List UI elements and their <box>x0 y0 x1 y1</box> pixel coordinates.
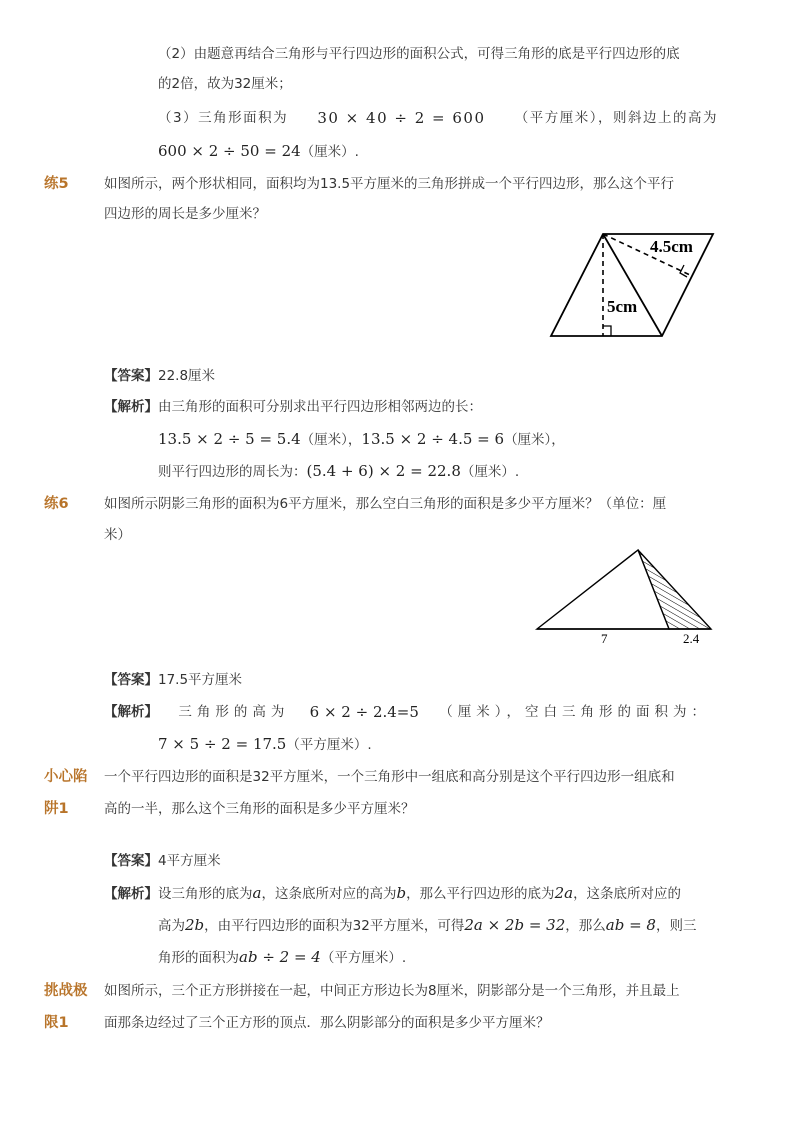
math-variable: b <box>396 884 407 902</box>
answer-tag: 【答案】 <box>104 853 158 869</box>
analysis-line <box>158 943 406 973</box>
analysis-tag: 【解析】 <box>104 399 158 415</box>
text-fragment: 设三角形的底为 <box>158 886 253 902</box>
math-expression: 2b <box>185 916 205 934</box>
text-fragment: （3）三角形面积为 <box>158 110 289 126</box>
question-text: 如图所示，三个正方形拼接在一起，中间正方形边长为8厘米，阴影部分是一个三角形，并且最上 <box>104 983 680 999</box>
analysis-text: 由三角形的面积可分别求出平行四边形相邻两边的长： <box>158 399 482 415</box>
text-fragment: （厘米），空白三角形的面积为： <box>439 704 710 720</box>
text-fragment: （厘米）. <box>460 464 520 480</box>
answer-value: 17.5平方厘米 <box>158 672 243 688</box>
text-fragment: （厘米）. <box>300 144 359 160</box>
analysis-tag: 【解析】 <box>104 886 158 902</box>
math-expression: 2a <box>554 884 574 902</box>
math-expression: 13.5 × 2 ÷ 5 = 5.4 <box>158 430 301 448</box>
text-fragment: ，则三 <box>655 918 697 934</box>
text-fragment: 角形的面积为 <box>158 950 239 966</box>
math-expression: 7 × 5 ÷ 2 = 17.5 <box>158 735 287 753</box>
question-label: 练5 <box>44 176 69 192</box>
question-text: 面那条边经过了三个正方形的顶点．那么阴影部分的面积是多少平方厘米？ <box>104 1015 550 1031</box>
analysis-line <box>158 911 696 941</box>
math-expression: 30 × 40 ÷ 2 = 600 <box>317 109 486 127</box>
math-expression: 600 × 2 ÷ 50 = 24 <box>158 142 301 160</box>
answer-line <box>104 847 221 876</box>
text-fragment: （厘米）， <box>300 432 362 448</box>
question-label: 练6 <box>44 496 69 512</box>
text-fragment: （平方厘米），则斜边上的高为 <box>514 110 718 126</box>
text-fragment: 则平行四边形的周长为： <box>158 464 307 480</box>
question-text: 如图所示阴影三角形的面积为6平方厘米，那么空白三角形的面积是多少平方厘米？（单位：厘 <box>104 496 667 512</box>
analysis-line <box>158 730 372 760</box>
math-expression: ab = 8 <box>605 916 656 934</box>
answer-value: 22.8厘米 <box>158 368 216 384</box>
text-fragment: 三角形的高为 <box>178 704 290 720</box>
question-label: 阱1 <box>44 801 69 817</box>
analysis-line <box>104 879 681 909</box>
math-expression: 13.5 × 2 ÷ 4.5 = 6 <box>361 430 505 448</box>
math-expression: ab ÷ 2 = 4 <box>239 948 321 966</box>
question-text: 四边形的周长是多少厘米？ <box>104 206 266 222</box>
question-label: 小心陷 <box>44 769 88 785</box>
text-fragment: ，由平行四边形的面积为32平方厘米，可得 <box>204 918 465 934</box>
math-expression: (5.4 + 6) × 2 = 22.8 <box>306 462 461 480</box>
figure-label: 4.5cm <box>650 237 693 256</box>
math-expression: 6 × 2 ÷ 2.4=5 <box>309 703 419 721</box>
question-text: 如图所示，两个形状相同，面积均为13.5平方厘米的三角形拼成一个平行四边形，那么这个平行 <box>104 176 675 192</box>
answer-value: 4平方厘米 <box>158 853 221 869</box>
text-fragment: ，这条底所对应的高为 <box>261 886 397 902</box>
text-fragment: 高为 <box>158 918 185 934</box>
text-fragment: ，那么 <box>565 918 606 934</box>
text-line: 的2倍，故为32厘米； <box>158 76 292 92</box>
analysis-tag: 【解析】 <box>104 704 158 720</box>
text-line: （2）由题意再结合三角形与平行四边形的面积公式，可得三角形的底是平行四边形的底 <box>158 46 680 62</box>
math-variable: a <box>252 884 262 902</box>
question-text: 高的一半，那么这个三角形的面积是多少平方厘米？ <box>104 801 415 817</box>
figure-label: 7 <box>601 631 608 646</box>
text-fragment: （平方厘米）. <box>320 950 407 966</box>
question-text: 一个平行四边形的面积是32平方厘米，一个三角形中一组底和高分别是这个平行四边形一组底和 <box>104 769 675 785</box>
figure-label: 5cm <box>607 297 638 316</box>
answer-tag: 【答案】 <box>104 672 158 688</box>
question-text: 米） <box>104 527 131 543</box>
text-fragment: （厘米）， <box>504 432 565 448</box>
analysis-line <box>104 698 710 727</box>
question-label: 挑战极 <box>44 983 88 999</box>
answer-tag: 【答案】 <box>104 368 158 384</box>
question-label: 限1 <box>44 1015 69 1031</box>
answer-line <box>104 666 242 695</box>
figure-label: 2.4 <box>683 631 700 646</box>
text-fragment: ，那么平行四边形的底为 <box>406 886 555 902</box>
text-fragment: ，这条底所对应的 <box>573 886 682 902</box>
math-expression: 2a × 2b = 32 <box>464 916 566 934</box>
text-fragment: （平方厘米）. <box>286 737 372 753</box>
